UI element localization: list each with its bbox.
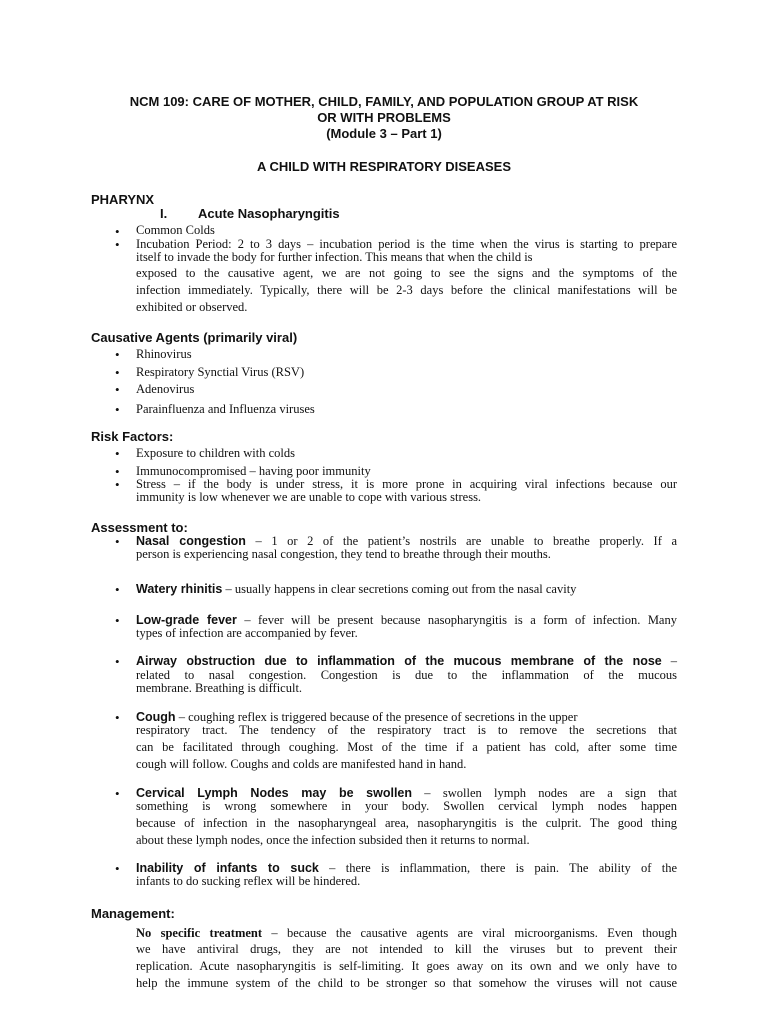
item-title: Nasal congestion bbox=[136, 534, 246, 548]
assessment-item-watery-rhinitis bbox=[136, 583, 677, 596]
course-title-line-1: NCM 109: CARE OF MOTHER, CHILD, FAMILY, AND POPULATION GROUP AT RISK bbox=[129, 94, 639, 109]
assessment-item-cervical-lymph-nodes bbox=[136, 787, 677, 813]
bullet-icon: • bbox=[115, 582, 120, 597]
text-line: about these lymph nodes, once the infection subsided then it returns to normal. bbox=[136, 833, 530, 847]
item-title: Cervical Lymph Nodes may be swollen bbox=[136, 786, 413, 800]
text-line: something is wrong somewhere in your body. Swollen cervical lymph nodes happen bbox=[136, 799, 677, 813]
text-line: replication. Acute nasopharyngitis is self-limiting. It goes away on its own and we only have to bbox=[136, 959, 677, 973]
text-line: because of infection in the nasopharyngeal area, nasopharyngitis is the culprit. The good thing bbox=[136, 816, 677, 830]
item-title: No specific treatment bbox=[136, 926, 263, 940]
list-item: Rhinovirus bbox=[136, 347, 192, 361]
list-item: Common Colds bbox=[136, 223, 215, 237]
assessment-item-cough bbox=[136, 711, 677, 737]
text-line: exposed to the causative agent, we are not going to see the signs and the symptoms of the bbox=[136, 266, 677, 280]
assessment-item-nasal-congestion bbox=[136, 535, 677, 561]
bullet-icon: • bbox=[115, 710, 120, 725]
text-line: Incubation Period: 2 to 3 days – incubation period is the time when the virus is starting to prepare bbox=[136, 237, 677, 251]
text-line: can be facilitated through coughing. Most of the time if a patient has cold, after some time bbox=[136, 740, 677, 754]
text-line: person is experiencing nasal congestion, they tend to breathe through their mouths. bbox=[136, 547, 551, 561]
section-heading-assessment: Assessment to: bbox=[91, 520, 188, 535]
item-text: – there is inflammation, there is pain. The ability of the bbox=[318, 861, 677, 875]
topic-heading: Acute Nasopharyngitis bbox=[198, 206, 340, 221]
bullet-icon: • bbox=[115, 237, 120, 252]
list-item: Parainfluenza and Influenza viruses bbox=[136, 402, 315, 416]
item-title: Cough bbox=[136, 710, 176, 724]
item-text: – usually happens in clear secretions coming out from the nasal cavity bbox=[222, 582, 577, 596]
paragraph-continuation bbox=[136, 815, 677, 849]
text-line: itself to invade the body for further infection. This means that when the child is bbox=[136, 250, 533, 264]
text-line: Stress – if the body is under stress, it is more prone in acquiring viral infections because our bbox=[136, 477, 677, 491]
item-title: Inability of infants to suck bbox=[136, 861, 319, 875]
assessment-item-low-grade-fever bbox=[136, 614, 677, 640]
bullet-icon: • bbox=[115, 613, 120, 628]
list-item: Immunocompromised – having poor immunity bbox=[136, 464, 371, 478]
document-subtitle: A CHILD WITH RESPIRATORY DISEASES bbox=[256, 159, 511, 174]
text-line: respiratory tract. The tendency of the respiratory tract is to remove the secretions that bbox=[136, 723, 677, 737]
text-line: infection immediately. Typically, there will be 2-3 days before the clinical manifestations will be bbox=[136, 283, 677, 297]
bullet-icon: • bbox=[115, 654, 120, 669]
item-title: Airway obstruction due to inflammation of the mucous membrane of the nose bbox=[136, 654, 662, 668]
bullet-icon: • bbox=[115, 861, 120, 876]
section-heading-management: Management: bbox=[91, 906, 175, 921]
paragraph-continuation bbox=[136, 265, 677, 316]
bullet-icon: • bbox=[115, 534, 120, 549]
bullet-icon: • bbox=[115, 347, 120, 362]
item-text: – bbox=[661, 654, 677, 668]
roman-numeral: I. bbox=[160, 206, 168, 221]
bullet-icon: • bbox=[115, 786, 120, 801]
text-line: membrane. Breathing is difficult. bbox=[136, 681, 303, 695]
item-text: – fever will be present because nasopharyngitis is a form of infection. Many bbox=[236, 613, 677, 627]
item-text: – coughing reflex is triggered because of the presence of secretions in the upper bbox=[175, 710, 578, 724]
paragraph-continuation bbox=[136, 739, 677, 773]
text-line: infants to do sucking reflex will be hindered. bbox=[136, 874, 361, 888]
section-heading-causative-agents: Causative Agents (primarily viral) bbox=[91, 330, 298, 345]
assessment-item-inability-to-suck bbox=[136, 862, 677, 888]
text-line: we have antiviral drugs, they are not intended to kill the viruses but to prevent their bbox=[136, 942, 677, 956]
item-title: Low-grade fever bbox=[136, 613, 237, 627]
bullet-icon: • bbox=[115, 477, 120, 492]
text-line: immunity is low whenever we are unable to cope with various stress. bbox=[136, 490, 482, 504]
bullet-icon: • bbox=[115, 365, 120, 380]
list-item: Respiratory Synctial Virus (RSV) bbox=[136, 365, 305, 379]
text-line: exhibited or observed. bbox=[136, 300, 248, 314]
management-paragraph bbox=[136, 925, 677, 992]
section-heading-risk-factors: Risk Factors: bbox=[91, 429, 174, 444]
list-item-stress bbox=[136, 478, 677, 504]
item-title: Watery rhinitis bbox=[136, 582, 223, 596]
item-text: – 1 or 2 of the patient’s nostrils are unable to breathe properly. If a bbox=[245, 534, 677, 548]
module-label: (Module 3 – Part 1) bbox=[326, 126, 442, 141]
bullet-icon: • bbox=[115, 464, 120, 479]
list-item: Exposure to children with colds bbox=[136, 446, 295, 460]
bullet-icon: • bbox=[115, 402, 120, 417]
bullet-icon: • bbox=[115, 446, 120, 461]
item-text: – swollen lymph nodes are a sign that bbox=[412, 786, 677, 800]
section-heading-pharynx: PHARYNX bbox=[91, 192, 155, 207]
bullet-icon: • bbox=[115, 224, 120, 239]
assessment-item-airway-obstruction bbox=[136, 655, 677, 696]
list-item-incubation bbox=[136, 238, 677, 264]
text-line: help the immune system of the child to be stronger so that somehow the viruses will not cause bbox=[136, 976, 677, 990]
text-line: cough will follow. Coughs and colds are manifested hand in hand. bbox=[136, 757, 467, 771]
course-title-line-2: OR WITH PROBLEMS bbox=[317, 110, 451, 125]
list-item: Adenovirus bbox=[136, 382, 195, 396]
text-line: related to nasal congestion. Congestion is due to the inflammation of the mucous bbox=[136, 668, 677, 682]
bullet-icon: • bbox=[115, 382, 120, 397]
item-text: – because the causative agents are viral microorganisms. Even though bbox=[262, 926, 678, 940]
text-line: types of infection are accompanied by fever. bbox=[136, 626, 358, 640]
